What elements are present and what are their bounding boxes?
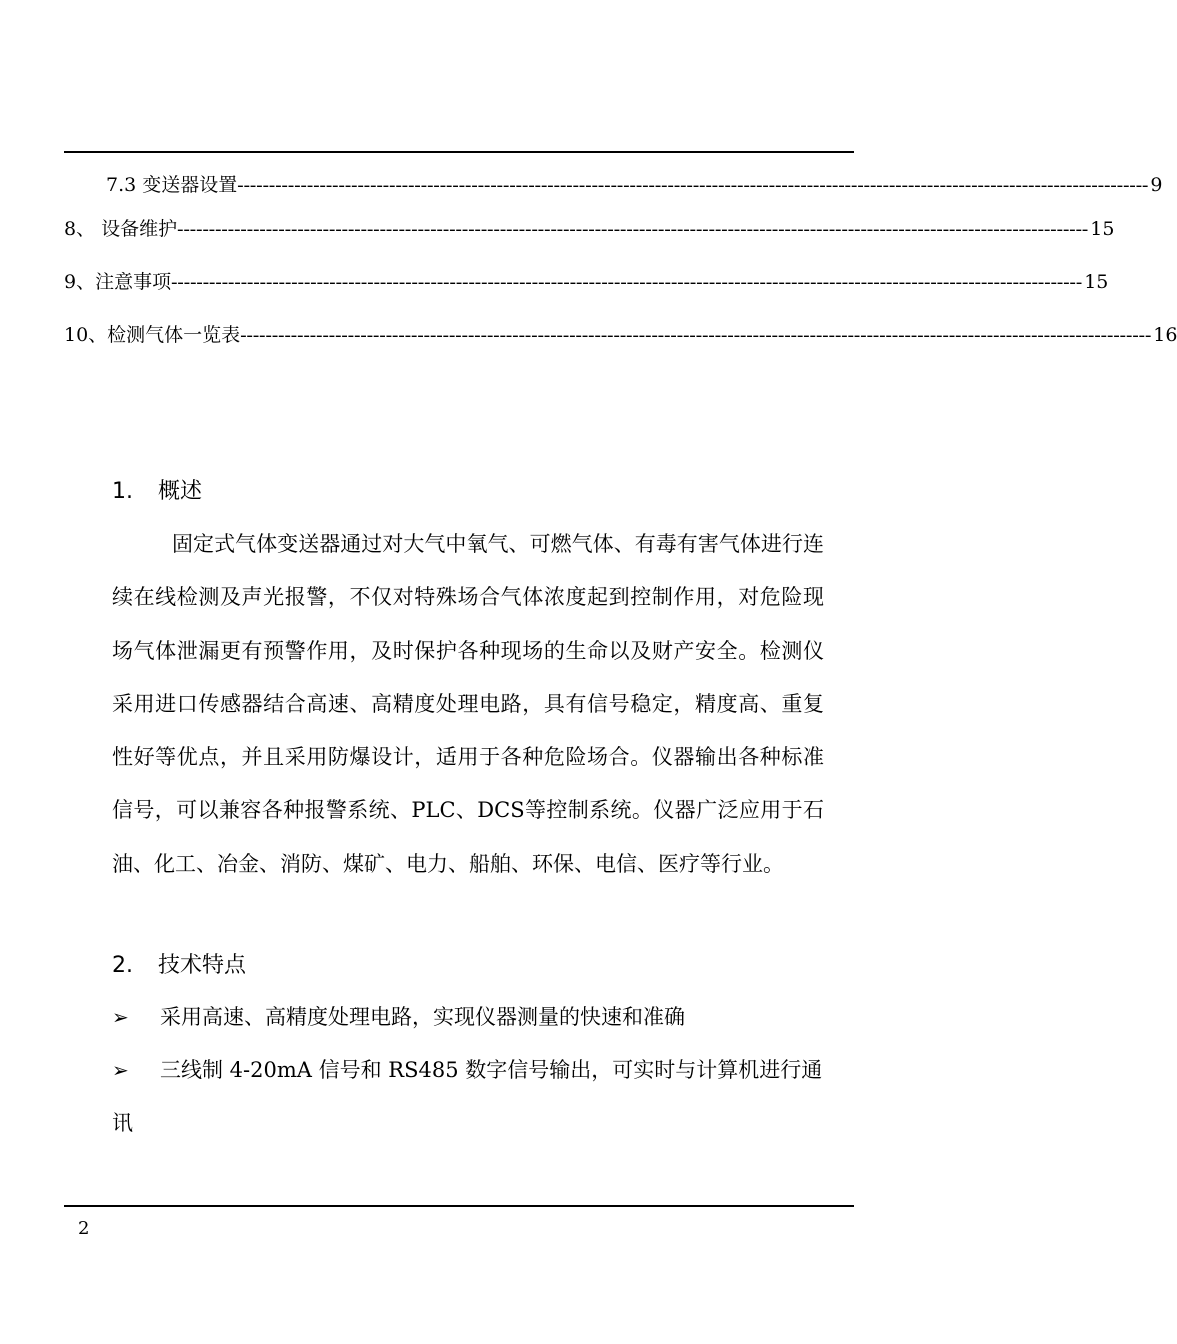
toc-page-number: 9 <box>1150 174 1163 196</box>
header-rule <box>64 151 854 153</box>
toc-label: 7.3 变送器设置 <box>106 174 238 196</box>
toc-label: 9、注意事项 <box>64 271 172 293</box>
footer-rule <box>64 1205 854 1207</box>
toc-page-number: 15 <box>1084 271 1109 293</box>
section-heading-features <box>112 948 246 979</box>
overview-paragraph: 固定式气体变送器通过对大气中氧气、可燃气体、有毒有害气体进行连续在线检测及声光报警，不仅对特殊场合气体浓度起到控制作用，对危险现场气体泄漏更有预警作用，及时保护各种现场的生命以及财产安全。检测仪采用进口传感器结合高速、高精度处理电路，具有信号稳定，精度高、重复性好等优点，并且采用防爆设计，适用于各种危险场合。仪器输出各种标准信号，可以兼容各种报警系统、PLC、DCS等控制系统。仪器广泛应用于石油、化工、冶金、消防、煤矿、电力、船舶、环保、电信、医疗等行业。 <box>112 532 824 876</box>
arrow-bullet-icon: ➢ <box>112 1005 129 1029</box>
toc-leader: ------------------------------------------------------------------------------------------------------------------------------------------------ <box>240 325 1152 346</box>
toc-entry-8[interactable] <box>64 214 1115 241</box>
toc-page-number: 16 <box>1153 324 1177 346</box>
section-number: 2. <box>112 953 133 978</box>
feature-text: 采用高速、高精度处理电路，实现仪器测量的快速和准确 <box>160 1005 685 1029</box>
page-number: 2 <box>78 1218 90 1239</box>
arrow-bullet-icon: ➢ <box>112 1058 129 1082</box>
section-title: 技术特点 <box>158 953 247 978</box>
toc-entry-10[interactable] <box>64 320 1177 347</box>
toc-leader: ------------------------------------------------------------------------------------------------------------------------------------------------ <box>171 272 1083 293</box>
toc-leader: ------------------------------------------------------------------------------------------------------------------------------------------------ <box>237 175 1149 196</box>
feature-text: 三线制 4-20mA 信号和 RS485 数字信号输出，可实时与计算机进行通讯 <box>112 1058 823 1135</box>
section-number: 1. <box>112 479 133 504</box>
feature-item <box>112 1044 824 1150</box>
section-title: 概述 <box>158 479 203 504</box>
toc-entry-7-3[interactable] <box>106 170 1163 197</box>
section-heading-overview <box>112 474 202 505</box>
toc-label: 10、检测气体一览表 <box>64 324 241 346</box>
toc-page-number: 15 <box>1090 218 1115 240</box>
feature-item <box>112 991 824 1044</box>
toc-label: 8、 设备维护 <box>64 218 178 240</box>
toc-entry-9[interactable] <box>64 267 1109 294</box>
toc-leader: ------------------------------------------------------------------------------------------------------------------------------------------------ <box>177 219 1089 240</box>
